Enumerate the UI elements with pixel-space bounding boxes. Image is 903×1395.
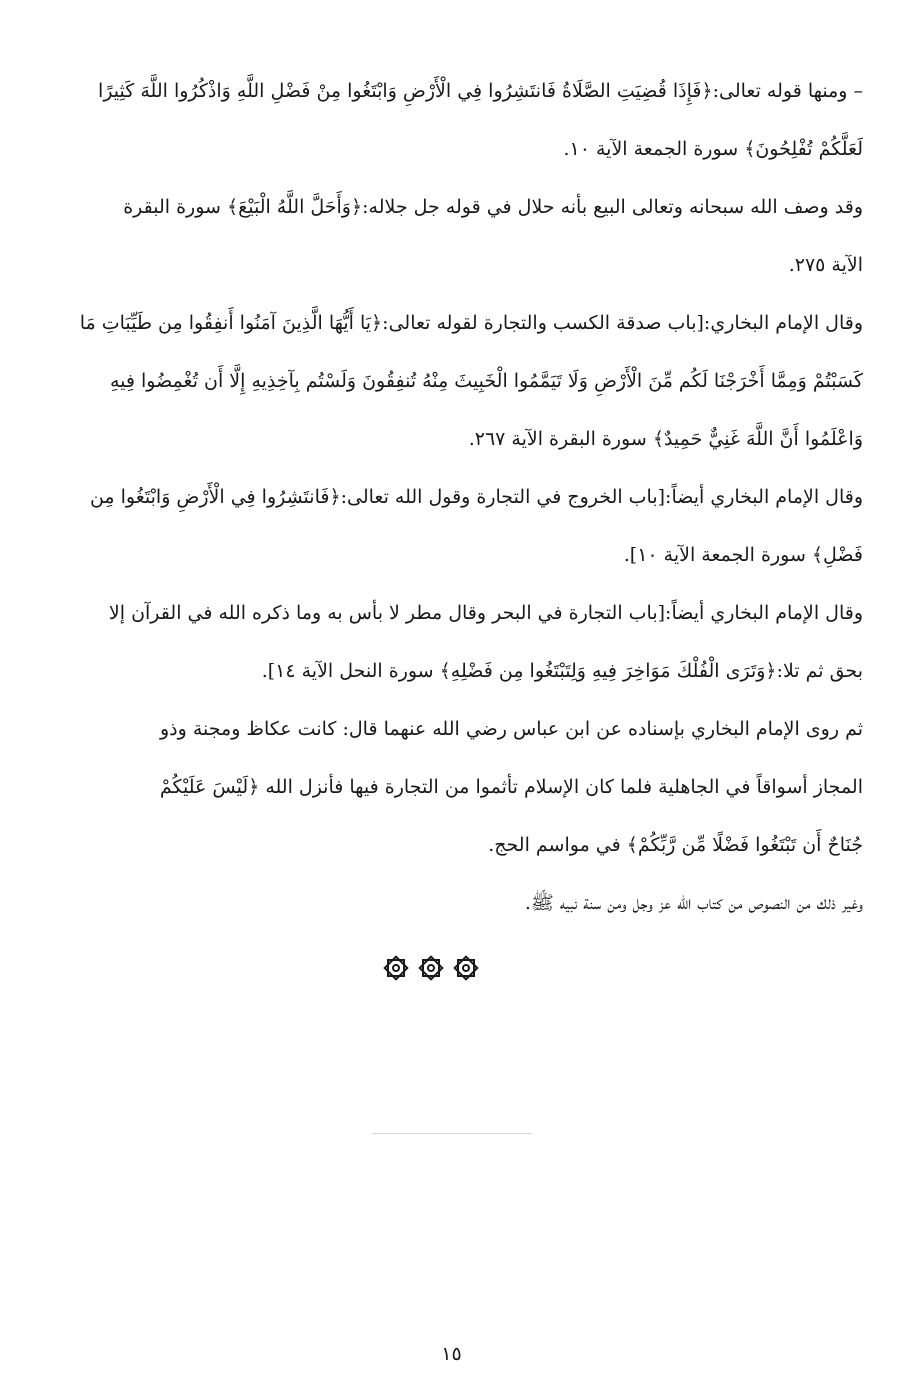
section-ornament <box>381 950 481 986</box>
text-line-15: وغير ذلك من النصوص من كتاب الله عز وجل ومن سنة نبيه ﷺ. <box>524 892 863 914</box>
text-line-7: وَاعْلَمُوا أَنَّ اللَّهَ غَنِيٌّ حَمِيدٌ﴾ سورة البقرة الآية ٢٦٧. <box>468 428 863 450</box>
footer-divider <box>372 1133 532 1134</box>
text-line-4: الآية ٢٧٥. <box>788 254 863 276</box>
text-line-1: – ومنها قوله تعالى:﴿فَإِذَا قُضِيَتِ الصَّلَاةُ فَانتَشِرُوا فِي الْأَرْضِ وَابْتَغُوا مِنْ فَضْلِ اللَّهِ وَاذْكُرُوا اللَّهَ كَثِيرًا <box>98 80 863 102</box>
arabesque-ornament-icon <box>381 953 411 983</box>
text-line-9: فَضْلِ﴾ سورة الجمعة الآية ١٠]. <box>623 544 863 566</box>
page-number: ١٥ <box>441 1343 462 1365</box>
arabesque-ornament-icon <box>451 953 481 983</box>
text-line-13: المجاز أسواقاً في الجاهلية فلما كان الإسلام تأثموا من التجارة فيها فأنزل الله ﴿لَيْسَ عَلَيْكُمْ <box>159 776 863 798</box>
text-line-3: وقد وصف الله سبحانه وتعالى البيع بأنه حلال في قوله جل جلاله:﴿وَأَحَلَّ اللَّهُ الْبَيْعَ﴾ سورة البقرة <box>123 196 863 218</box>
arabesque-ornament-icon <box>416 953 446 983</box>
text-line-8: وقال الإمام البخاري أيضاً:[باب الخروج في التجارة وقول الله تعالى:﴿فَانتَشِرُوا فِي الْأَرْضِ وَابْتَغُوا مِن <box>89 486 863 508</box>
text-line-2: لَعَلَّكُمْ تُفْلِحُونَ﴾ سورة الجمعة الآية ١٠. <box>563 138 863 160</box>
body-text <box>58 62 863 932</box>
text-line-10: وقال الإمام البخاري أيضاً:[باب التجارة في البحر وقال مطر لا بأس به وما ذكره الله في القرآن إلا <box>108 602 863 624</box>
text-line-12: ثم روى الإمام البخاري بإسناده عن ابن عباس رضي الله عنهما قال: كانت عكاظ ومجنة وذو <box>160 718 863 740</box>
text-line-6: كَسَبْتُمْ وَمِمَّا أَخْرَجْنَا لَكُم مِّنَ الْأَرْضِ وَلَا تَيَمَّمُوا الْخَبِيثَ مِنْهُ تُنفِقُونَ وَلَسْتُم بِآخِذِيهِ إِلَّا أَن تُغْمِضُوا فِيهِ <box>109 370 863 392</box>
text-line-11: بحق ثم تلا:﴿وَتَرَى الْفُلْكَ مَوَاخِرَ فِيهِ وَلِتَبْتَغُوا مِن فَضْلِهِ﴾ سورة النحل الآية ١٤]. <box>261 660 863 682</box>
text-line-14: جُنَاحٌ أَن تَبْتَغُوا فَضْلًا مِّن رَّبِّكُمْ﴾ في مواسم الحج. <box>488 834 863 856</box>
text-line-5: وقال الإمام البخاري:[باب صدقة الكسب والتجارة لقوله تعالى:﴿يَا أَيُّهَا الَّذِينَ آمَنُوا أَنفِقُوا مِن طَيِّبَاتِ مَا <box>79 312 863 334</box>
